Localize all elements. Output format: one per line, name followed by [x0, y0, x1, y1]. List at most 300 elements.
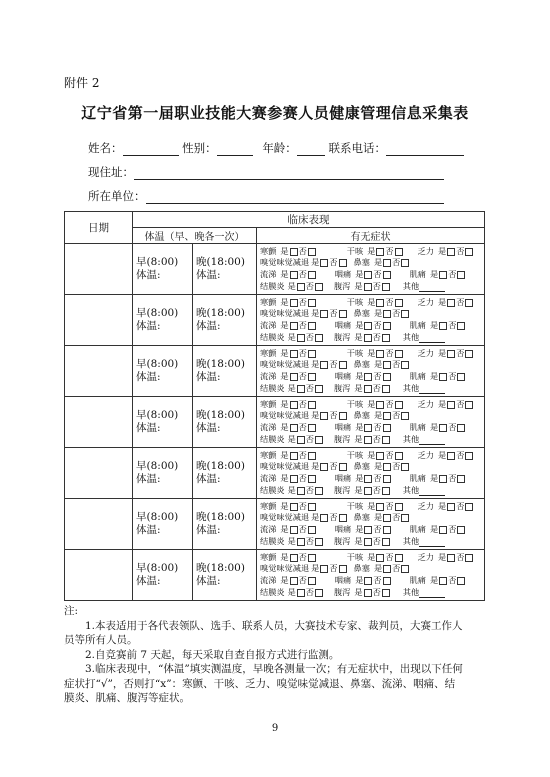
other-label: 其他	[402, 484, 420, 495]
no-checkbox[interactable]	[315, 385, 323, 393]
yes-label: 是	[437, 245, 447, 256]
symptom-label: 乏力	[417, 347, 434, 358]
yes-checkbox[interactable]	[297, 487, 305, 495]
evening-temp-cell[interactable]	[193, 295, 257, 346]
yes-checkbox[interactable]	[290, 350, 298, 358]
no-checkbox[interactable]	[465, 554, 473, 562]
date-cell[interactable]	[65, 397, 133, 448]
table-row	[65, 448, 485, 499]
yes-label: 是	[355, 269, 364, 279]
no-checkbox[interactable]	[308, 452, 316, 460]
yes-checkbox[interactable]	[383, 565, 391, 573]
no-checkbox[interactable]	[457, 373, 465, 381]
no-checkbox[interactable]	[382, 283, 390, 291]
symptom-line	[260, 434, 484, 446]
symptom-label: 腹泻	[333, 331, 351, 342]
morning-label: 早(8:00)	[136, 256, 179, 268]
no-checkbox[interactable]	[382, 487, 390, 495]
no-checkbox[interactable]	[339, 514, 347, 522]
evening-label: 晚(18:00)	[196, 460, 245, 472]
yes-checkbox[interactable]	[320, 412, 328, 420]
date-cell[interactable]	[65, 550, 133, 601]
no-checkbox[interactable]	[339, 565, 347, 573]
no-label: 否	[392, 410, 401, 421]
yes-checkbox[interactable]	[447, 350, 455, 358]
no-checkbox[interactable]	[401, 412, 409, 420]
yes-label: 是	[437, 296, 447, 307]
yes-checkbox[interactable]	[297, 538, 305, 546]
symptom-label: 寒颤	[260, 449, 277, 460]
symptom-label: 乏力	[417, 500, 434, 511]
symptom-label: 嗅觉味觉减退	[260, 257, 310, 268]
symptom-line	[260, 269, 484, 281]
yes-checkbox[interactable]	[364, 322, 372, 330]
table-row	[65, 346, 485, 397]
no-checkbox[interactable]	[308, 554, 316, 562]
yes-checkbox[interactable]	[364, 577, 372, 585]
no-checkbox[interactable]	[308, 475, 316, 483]
no-checkbox[interactable]	[383, 322, 391, 330]
address-field[interactable]	[134, 167, 444, 180]
no-checkbox[interactable]	[465, 401, 473, 409]
yes-label: 是	[355, 320, 364, 330]
no-checkbox[interactable]	[383, 526, 391, 534]
other-field[interactable]	[419, 282, 445, 292]
yes-checkbox[interactable]	[383, 259, 391, 267]
no-checkbox[interactable]	[401, 514, 409, 522]
morning-label: 早(8:00)	[136, 562, 179, 574]
no-checkbox[interactable]	[308, 401, 316, 409]
yes-checkbox[interactable]	[290, 401, 298, 409]
yes-checkbox[interactable]	[290, 271, 298, 279]
symptom-label: 流涕	[260, 320, 277, 330]
other-field[interactable]	[419, 537, 445, 547]
other-label: 其他	[402, 331, 420, 342]
no-checkbox[interactable]	[339, 310, 347, 318]
unit-row	[88, 188, 444, 204]
symptom-label: 腹泻	[333, 280, 351, 291]
yes-label: 是	[367, 500, 376, 511]
morning-temp-cell[interactable]	[133, 550, 193, 601]
name-field[interactable]	[123, 143, 179, 156]
symptom-label: 鼻塞	[353, 512, 370, 523]
symptom-label: 寒颤	[260, 398, 277, 409]
notes	[64, 604, 464, 706]
no-label: 否	[298, 245, 307, 256]
yes-checkbox[interactable]	[439, 322, 447, 330]
yes-checkbox[interactable]	[439, 526, 447, 534]
no-checkbox[interactable]	[339, 361, 347, 369]
yes-checkbox[interactable]	[364, 424, 372, 432]
no-checkbox[interactable]	[308, 373, 316, 381]
no-label: 否	[456, 296, 465, 307]
no-checkbox[interactable]	[315, 487, 323, 495]
unit-field[interactable]	[146, 191, 444, 204]
no-label: 否	[372, 433, 381, 444]
phone-field[interactable]	[386, 143, 464, 156]
no-label: 否	[305, 484, 314, 495]
other-field[interactable]	[419, 384, 445, 394]
no-checkbox[interactable]	[401, 310, 409, 318]
no-label: 否	[329, 563, 338, 574]
symptom-label: 乏力	[417, 296, 434, 307]
no-checkbox[interactable]	[315, 334, 323, 342]
no-checkbox[interactable]	[395, 350, 403, 358]
other-field[interactable]	[419, 486, 445, 496]
yes-label: 是	[373, 563, 383, 574]
symptom-cell	[257, 550, 485, 601]
yes-label: 是	[280, 473, 289, 483]
yes-label: 是	[354, 331, 363, 342]
symptom-label: 鼻塞	[353, 257, 370, 268]
yes-checkbox[interactable]	[364, 271, 372, 279]
no-checkbox[interactable]	[315, 589, 323, 597]
no-checkbox[interactable]	[395, 401, 403, 409]
symptom-cell	[257, 448, 485, 499]
no-checkbox[interactable]	[382, 436, 390, 444]
yes-checkbox[interactable]	[376, 350, 384, 358]
symptom-label: 流涕	[260, 473, 277, 483]
no-checkbox[interactable]	[315, 283, 323, 291]
no-label: 否	[372, 484, 381, 495]
symptom-line	[260, 410, 484, 422]
yes-label: 是	[355, 575, 364, 585]
symptom-line	[260, 281, 484, 293]
no-label: 否	[448, 269, 457, 279]
symptom-label: 鼻塞	[353, 308, 370, 319]
no-checkbox[interactable]	[465, 503, 473, 511]
symptom-line	[260, 524, 484, 536]
symptom-line	[260, 257, 484, 269]
yes-checkbox[interactable]	[364, 283, 372, 291]
attachment-label: 附件 2	[64, 76, 100, 90]
no-label: 否	[448, 371, 457, 381]
no-label: 否	[305, 382, 314, 393]
no-label: 否	[373, 422, 382, 432]
no-checkbox[interactable]	[315, 436, 323, 444]
yes-checkbox[interactable]	[320, 514, 328, 522]
symptom-label: 咽痛	[334, 422, 352, 432]
evening-temp-cell[interactable]	[193, 244, 257, 295]
date-cell[interactable]	[65, 346, 133, 397]
symptom-label: 嗅觉味觉减退	[260, 410, 310, 421]
other-field[interactable]	[419, 588, 445, 598]
symptom-label: 腹泻	[333, 586, 351, 597]
no-checkbox[interactable]	[395, 554, 403, 562]
symptom-label: 结膜炎	[260, 433, 285, 444]
no-checkbox[interactable]	[465, 452, 473, 460]
date-cell[interactable]	[65, 244, 133, 295]
other-label: 其他	[402, 382, 420, 393]
no-label: 否	[385, 398, 394, 409]
yes-checkbox[interactable]	[290, 526, 298, 534]
evening-temp-label: 体温:	[196, 371, 221, 383]
no-label: 否	[372, 535, 381, 546]
no-checkbox[interactable]	[383, 577, 391, 585]
no-label: 否	[392, 257, 401, 268]
morning-label: 早(8:00)	[136, 358, 179, 370]
yes-checkbox[interactable]	[447, 452, 455, 460]
evening-temp-cell[interactable]	[193, 448, 257, 499]
yes-checkbox[interactable]	[320, 565, 328, 573]
date-cell[interactable]	[65, 295, 133, 346]
yes-checkbox[interactable]	[297, 385, 305, 393]
yes-checkbox[interactable]	[290, 452, 298, 460]
no-checkbox[interactable]	[465, 299, 473, 307]
yes-checkbox[interactable]	[376, 299, 384, 307]
yes-checkbox[interactable]	[439, 373, 447, 381]
yes-checkbox[interactable]	[383, 514, 391, 522]
yes-checkbox[interactable]	[297, 436, 305, 444]
no-checkbox[interactable]	[308, 424, 316, 432]
note-3: 3.临床表现中，“体温”填实测温度，早晚各测量一次；有无症状中，出现以下任何症状打“√”，否则打“x”：寒颤、干咳、乏力、嗅觉味觉减退、鼻塞、流涕、咽痛、结膜炎、肌痛、腹泻等症状。	[64, 663, 463, 704]
yes-checkbox[interactable]	[376, 452, 384, 460]
yes-checkbox[interactable]	[376, 554, 384, 562]
yes-checkbox[interactable]	[447, 401, 455, 409]
form-title: 辽宁省第一届职业技能大赛参赛人员健康管理信息采集表	[81, 104, 469, 122]
symptom-line	[260, 473, 484, 485]
gender-field[interactable]	[217, 143, 253, 156]
yes-checkbox[interactable]	[297, 589, 305, 597]
no-label: 否	[456, 500, 465, 511]
yes-label: 是	[280, 575, 289, 585]
yes-checkbox[interactable]	[290, 373, 298, 381]
yes-checkbox[interactable]	[290, 322, 298, 330]
yes-checkbox[interactable]	[376, 248, 384, 256]
no-checkbox[interactable]	[382, 589, 390, 597]
morning-temp-cell[interactable]	[133, 346, 193, 397]
no-label: 否	[298, 398, 307, 409]
no-checkbox[interactable]	[395, 299, 403, 307]
no-checkbox[interactable]	[339, 412, 347, 420]
no-checkbox[interactable]	[401, 463, 409, 471]
no-checkbox[interactable]	[383, 271, 391, 279]
date-header: 日期	[65, 212, 133, 244]
no-checkbox[interactable]	[401, 361, 409, 369]
yes-label: 是	[429, 575, 439, 585]
evening-temp-label: 体温:	[196, 269, 221, 281]
other-label: 其他	[402, 280, 420, 291]
yes-checkbox[interactable]	[383, 412, 391, 420]
health-table-wrapper	[64, 211, 484, 601]
yes-checkbox[interactable]	[447, 248, 455, 256]
yes-checkbox[interactable]	[439, 271, 447, 279]
symptom-label: 结膜炎	[260, 484, 285, 495]
no-checkbox[interactable]	[308, 350, 316, 358]
yes-checkbox[interactable]	[320, 361, 328, 369]
no-label: 否	[385, 551, 394, 562]
other-field[interactable]	[419, 333, 445, 343]
no-checkbox[interactable]	[457, 322, 465, 330]
symptom-cell	[257, 499, 485, 550]
morning-temp-cell[interactable]	[133, 295, 193, 346]
no-checkbox[interactable]	[308, 271, 316, 279]
yes-checkbox[interactable]	[447, 299, 455, 307]
date-cell[interactable]	[65, 448, 133, 499]
yes-label: 是	[354, 535, 363, 546]
no-checkbox[interactable]	[457, 577, 465, 585]
morning-temp-cell[interactable]	[133, 448, 193, 499]
no-checkbox[interactable]	[382, 385, 390, 393]
no-checkbox[interactable]	[308, 322, 316, 330]
no-checkbox[interactable]	[382, 334, 390, 342]
yes-checkbox[interactable]	[297, 283, 305, 291]
address-row	[88, 164, 444, 180]
no-label: 否	[448, 524, 457, 534]
yes-label: 是	[355, 422, 364, 432]
no-checkbox[interactable]	[308, 248, 316, 256]
yes-checkbox[interactable]	[439, 424, 447, 432]
yes-checkbox[interactable]	[320, 310, 328, 318]
yes-checkbox[interactable]	[383, 310, 391, 318]
evening-temp-cell[interactable]	[193, 499, 257, 550]
yes-checkbox[interactable]	[290, 248, 298, 256]
yes-checkbox[interactable]	[447, 503, 455, 511]
yes-label: 是	[280, 371, 289, 381]
yes-label: 是	[373, 257, 383, 268]
morning-temp-label: 体温:	[136, 320, 161, 332]
no-label: 否	[392, 563, 401, 574]
symptom-label: 咽痛	[334, 371, 352, 381]
yes-checkbox[interactable]	[364, 589, 372, 597]
symptom-label: 腹泻	[333, 484, 351, 495]
page-number: 9	[271, 723, 279, 734]
no-label: 否	[392, 359, 401, 370]
date-cell[interactable]	[65, 499, 133, 550]
evening-label: 晚(18:00)	[196, 511, 245, 523]
morning-temp-cell[interactable]	[133, 397, 193, 448]
yes-checkbox[interactable]	[290, 503, 298, 511]
symptom-label: 乏力	[417, 551, 434, 562]
yes-checkbox[interactable]	[290, 577, 298, 585]
yes-checkbox[interactable]	[376, 401, 384, 409]
yes-label: 是	[311, 257, 320, 268]
age-field[interactable]	[297, 143, 325, 156]
symptom-label: 结膜炎	[260, 382, 285, 393]
yes-checkbox[interactable]	[290, 299, 298, 307]
yes-checkbox[interactable]	[439, 577, 447, 585]
symptom-label: 咽痛	[334, 524, 352, 534]
yes-checkbox[interactable]	[290, 424, 298, 432]
no-checkbox[interactable]	[315, 538, 323, 546]
symptom-line	[260, 422, 484, 434]
yes-label: 是	[429, 422, 439, 432]
yes-checkbox[interactable]	[320, 463, 328, 471]
symptom-label: 结膜炎	[260, 535, 285, 546]
yes-checkbox[interactable]	[376, 503, 384, 511]
no-checkbox[interactable]	[457, 526, 465, 534]
yes-checkbox[interactable]	[364, 385, 372, 393]
no-checkbox[interactable]	[383, 475, 391, 483]
no-checkbox[interactable]	[339, 463, 347, 471]
symptom-cell	[257, 295, 485, 346]
yes-checkbox[interactable]	[383, 361, 391, 369]
yes-label: 是	[367, 449, 376, 460]
yes-checkbox[interactable]	[383, 463, 391, 471]
yes-checkbox[interactable]	[364, 487, 372, 495]
no-checkbox[interactable]	[382, 538, 390, 546]
evening-temp-cell[interactable]	[193, 346, 257, 397]
yes-checkbox[interactable]	[290, 554, 298, 562]
morning-temp-cell[interactable]	[133, 499, 193, 550]
evening-temp-label: 体温:	[196, 473, 221, 485]
other-field[interactable]	[419, 435, 445, 445]
no-checkbox[interactable]	[395, 248, 403, 256]
morning-temp-label: 体温:	[136, 371, 161, 383]
yes-label: 是	[354, 382, 363, 393]
other-label: 其他	[402, 433, 420, 444]
no-checkbox[interactable]	[308, 577, 316, 585]
no-checkbox[interactable]	[457, 271, 465, 279]
yes-label: 是	[287, 382, 296, 393]
yes-label: 是	[373, 359, 383, 370]
yes-label: 是	[437, 449, 447, 460]
yes-label: 是	[429, 524, 439, 534]
yes-label: 是	[367, 296, 376, 307]
morning-temp-cell[interactable]	[133, 244, 193, 295]
evening-temp-cell[interactable]	[193, 397, 257, 448]
no-checkbox[interactable]	[308, 503, 316, 511]
no-checkbox[interactable]	[383, 424, 391, 432]
no-checkbox[interactable]	[308, 299, 316, 307]
no-checkbox[interactable]	[383, 373, 391, 381]
no-checkbox[interactable]	[395, 503, 403, 511]
yes-label: 是	[280, 524, 289, 534]
symptom-label: 腹泻	[333, 382, 351, 393]
symptom-line	[260, 461, 484, 473]
other-label: 其他	[402, 535, 420, 546]
no-label: 否	[385, 245, 394, 256]
yes-label: 是	[280, 347, 289, 358]
no-label: 否	[373, 575, 382, 585]
no-checkbox[interactable]	[457, 424, 465, 432]
symptom-line	[260, 320, 484, 332]
yes-checkbox[interactable]	[364, 334, 372, 342]
yes-label: 是	[429, 320, 439, 330]
symptom-label: 嗅觉味觉减退	[260, 359, 310, 370]
no-checkbox[interactable]	[395, 452, 403, 460]
no-checkbox[interactable]	[465, 350, 473, 358]
yes-checkbox[interactable]	[439, 475, 447, 483]
yes-checkbox[interactable]	[364, 526, 372, 534]
no-checkbox[interactable]	[401, 259, 409, 267]
yes-checkbox[interactable]	[364, 538, 372, 546]
no-checkbox[interactable]	[401, 565, 409, 573]
yes-checkbox[interactable]	[297, 334, 305, 342]
yes-checkbox[interactable]	[364, 436, 372, 444]
symptom-label: 乏力	[417, 245, 434, 256]
no-label: 否	[305, 280, 314, 291]
evening-temp-cell[interactable]	[193, 550, 257, 601]
no-label: 否	[298, 551, 307, 562]
symptom-label: 鼻塞	[353, 461, 370, 472]
yes-checkbox[interactable]	[290, 475, 298, 483]
no-checkbox[interactable]	[457, 475, 465, 483]
no-checkbox[interactable]	[465, 248, 473, 256]
no-label: 否	[305, 535, 314, 546]
no-label: 否	[373, 269, 382, 279]
yes-checkbox[interactable]	[447, 554, 455, 562]
yes-checkbox[interactable]	[320, 259, 328, 267]
no-checkbox[interactable]	[339, 259, 347, 267]
yes-checkbox[interactable]	[364, 475, 372, 483]
no-checkbox[interactable]	[308, 526, 316, 534]
symptom-label: 肌痛	[409, 320, 426, 330]
yes-label: 是	[287, 280, 296, 291]
symptom-line	[260, 399, 484, 411]
yes-checkbox[interactable]	[364, 373, 372, 381]
no-label: 否	[372, 586, 381, 597]
